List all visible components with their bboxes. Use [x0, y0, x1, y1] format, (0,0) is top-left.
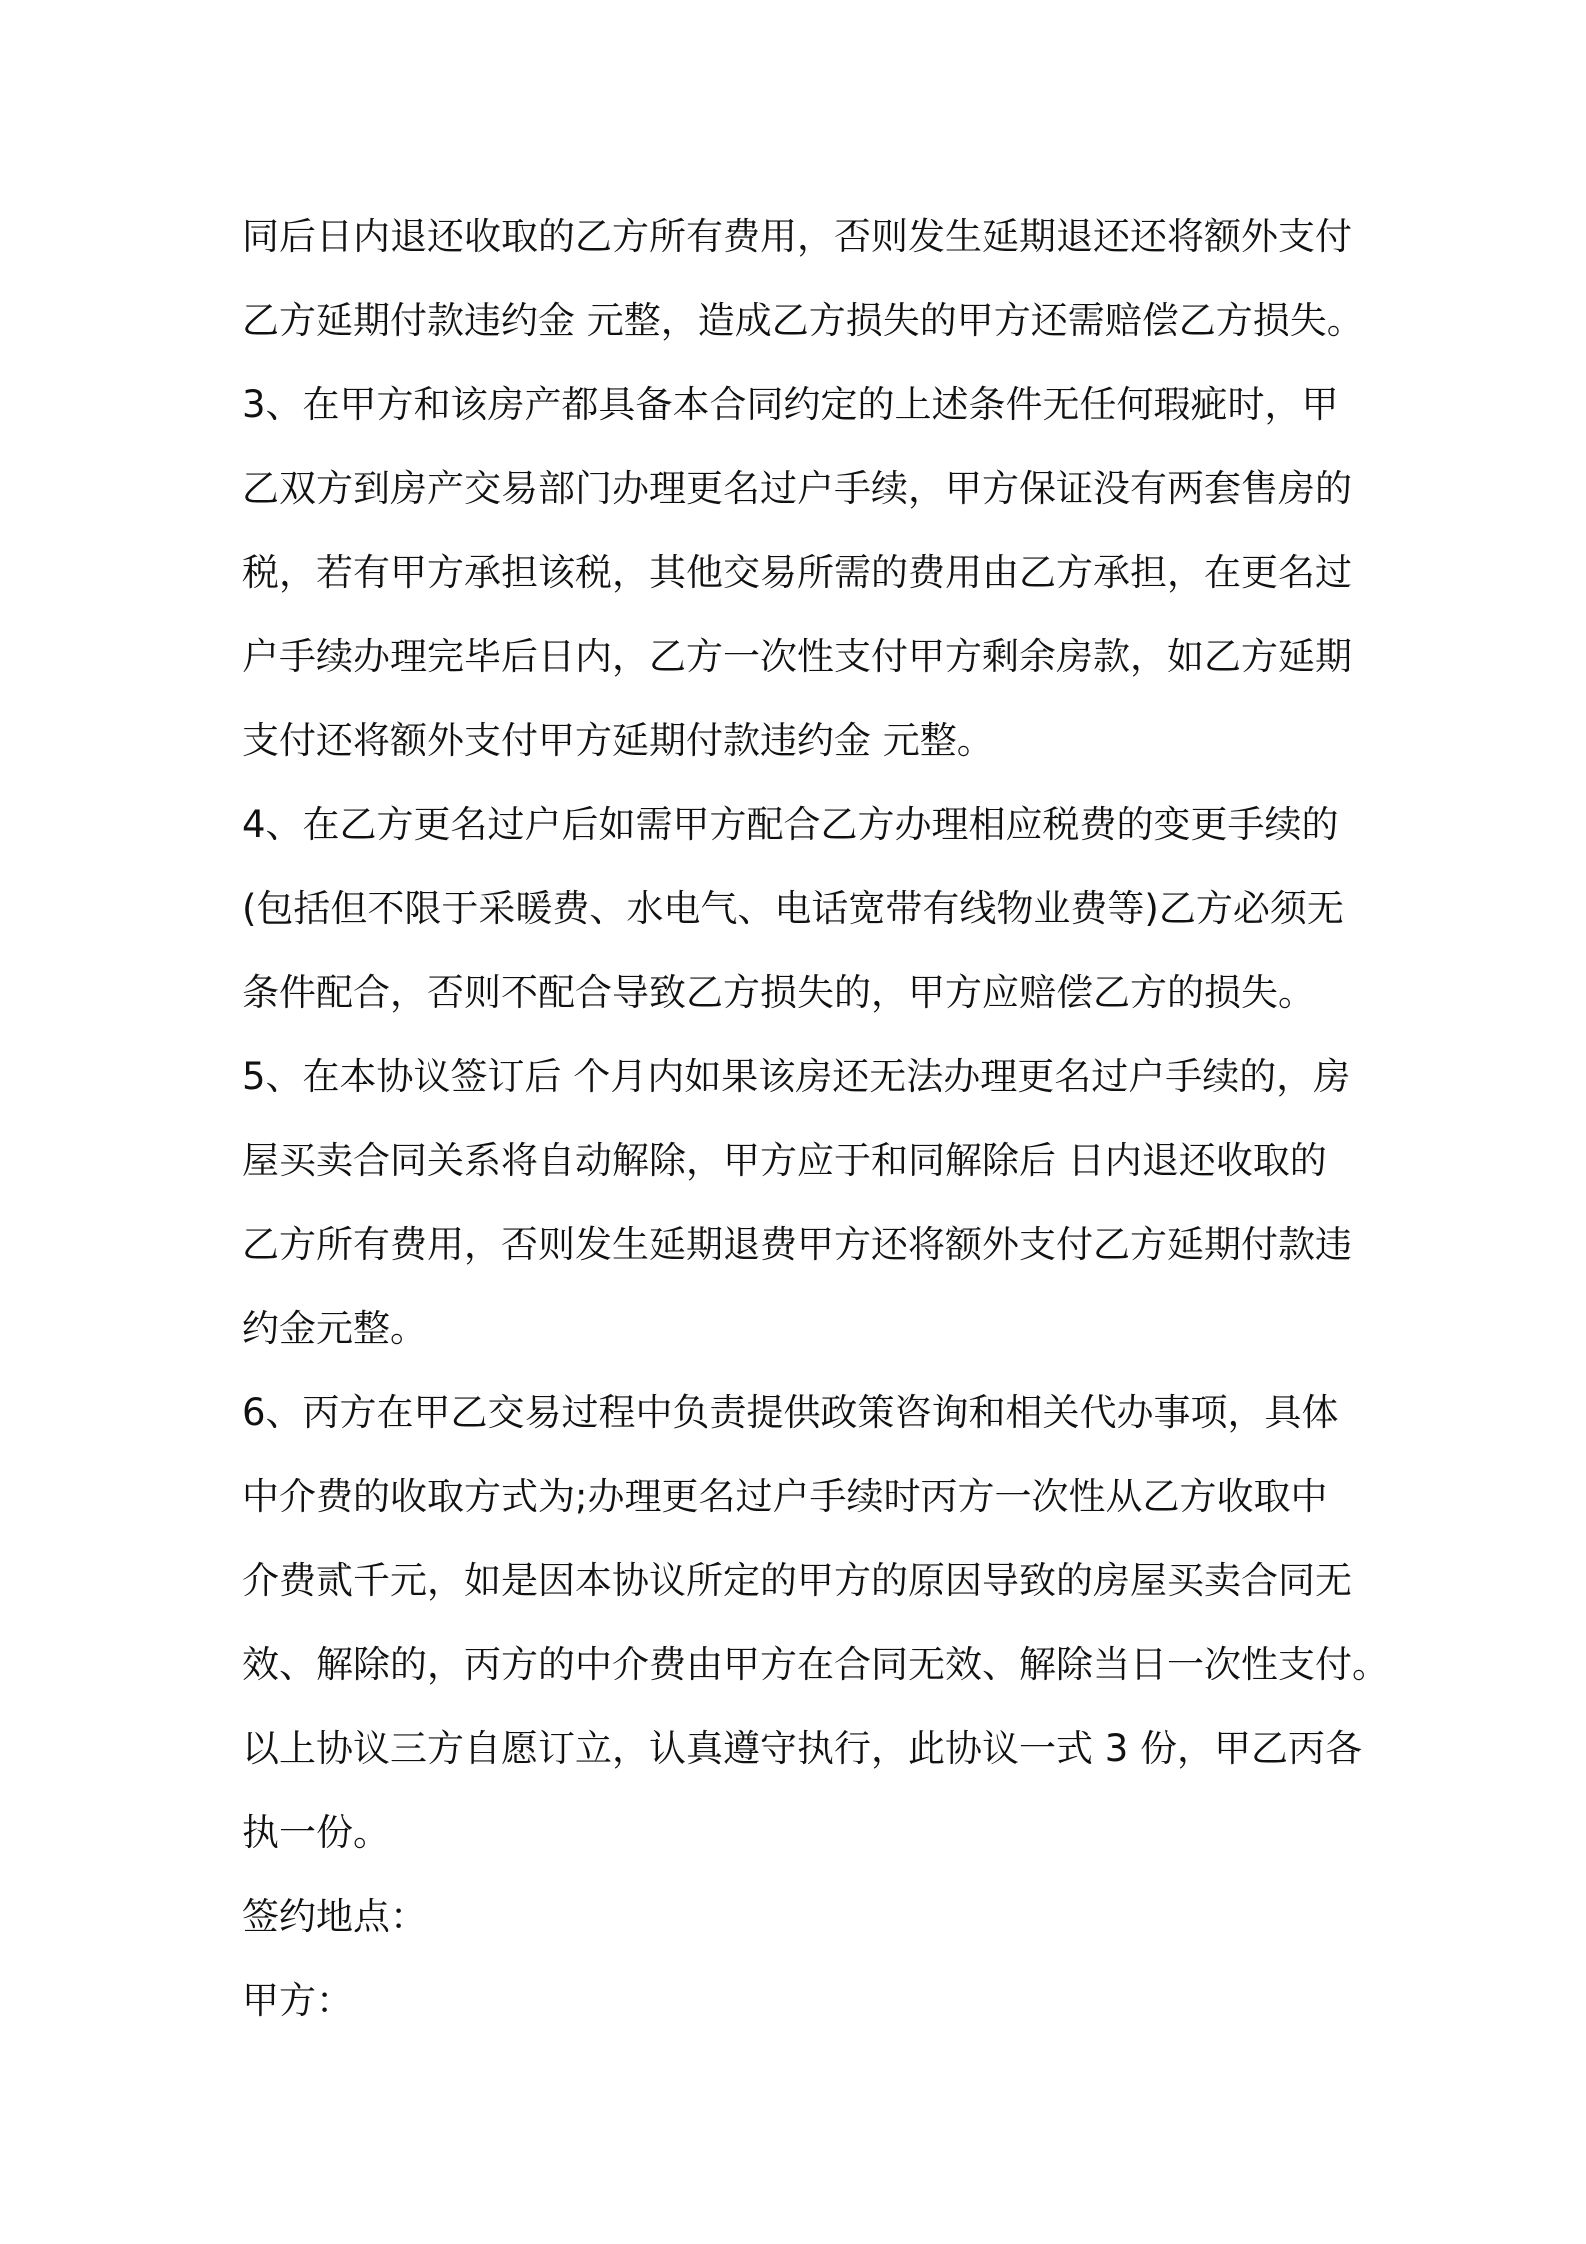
text-line: 条件配合，否则不配合导致乙方损失的，甲方应赔偿乙方的损失。: [242, 971, 1315, 1014]
clause-4-line: 4、在乙方更名过户后如需甲方配合乙方办理相应税费的变更手续的: [242, 803, 1339, 846]
closing-statement-line: 以上协议三方自愿订立，认真遵守执行，此协议一式 3 份，甲乙丙各: [242, 1727, 1363, 1770]
signing-location-label: 签约地点：: [242, 1895, 427, 1938]
document-body: [242, 195, 1389, 2043]
text-line: 中介费的收取方式为;办理更名过户手续时丙方一次性从乙方收取中: [242, 1475, 1328, 1518]
text-line: 执一份。: [242, 1811, 390, 1854]
text-line: 乙双方到房产交易部门办理更名过户手续，甲方保证没有两套售房的: [242, 467, 1352, 510]
text-line: 户手续办理完毕后日内，乙方一次性支付甲方剩余房款，如乙方延期: [242, 635, 1352, 678]
text-line: 同后日内退还收取的乙方所有费用，否则发生延期退还还将额外支付: [242, 215, 1352, 258]
text-line: 约金元整。: [242, 1307, 427, 1350]
text-line: 支付还将额外支付甲方延期付款违约金 元整。: [242, 719, 994, 762]
text-line: 效、解除的，丙方的中介费由甲方在合同无效、解除当日一次性支付。: [242, 1643, 1389, 1686]
clause-5-line: 5、在本协议签订后 个月内如果该房还无法办理更名过户手续的，房: [242, 1055, 1351, 1098]
text-line: 乙方延期付款违约金 元整，造成乙方损失的甲方还需赔偿乙方损失。: [242, 299, 1364, 342]
text-line: 乙方所有费用，否则发生延期退费甲方还将额外支付乙方延期付款违: [242, 1223, 1352, 1266]
text-line: (包括但不限于采暖费、水电气、电话宽带有线物业费等)乙方必须无: [242, 887, 1344, 930]
clause-6-line: 6、丙方在甲乙交易过程中负责提供政策咨询和相关代办事项，具体: [242, 1391, 1339, 1434]
clause-3-line: 3、在甲方和该房产都具备本合同约定的上述条件无任何瑕疵时，甲: [242, 383, 1339, 426]
party-a-label: 甲方：: [242, 1979, 353, 2022]
text-line: 屋买卖合同关系将自动解除，甲方应于和同解除后 日内退还收取的: [242, 1139, 1327, 1182]
text-line: 介费贰千元，如是因本协议所定的甲方的原因导致的房屋买卖合同无: [242, 1559, 1352, 1602]
text-line: 税，若有甲方承担该税，其他交易所需的费用由乙方承担，在更名过: [242, 551, 1352, 594]
